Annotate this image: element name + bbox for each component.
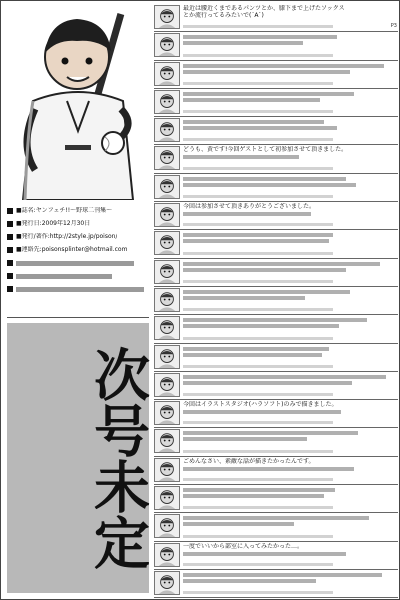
comment-body	[183, 118, 397, 136]
comment-item	[154, 287, 398, 315]
comment-item	[154, 513, 398, 541]
comment-text: とか流行ってるみたいで(´A`)	[183, 12, 264, 19]
comment-footer	[183, 108, 397, 115]
colophon-line	[7, 270, 149, 282]
author-avatar	[154, 231, 180, 255]
illegible-text-bar	[183, 450, 333, 453]
author-avatar	[154, 260, 180, 284]
author-avatar	[154, 33, 180, 57]
comment-item	[154, 315, 398, 343]
comment-item	[154, 428, 398, 456]
comment-footer	[183, 52, 397, 59]
author-avatar-icon	[155, 289, 179, 311]
author-avatar	[154, 543, 180, 567]
divider	[7, 317, 149, 318]
illegible-text-bar	[183, 393, 333, 396]
comment-body	[183, 486, 397, 504]
illegible-text-bar	[183, 280, 333, 283]
author-avatar-icon	[155, 232, 179, 254]
comment-body	[183, 5, 397, 23]
author-avatar-icon	[155, 402, 179, 424]
author-avatar-icon	[155, 261, 179, 283]
comment-footer	[183, 504, 397, 511]
comment-body	[183, 231, 397, 249]
illegible-text-bar	[183, 488, 335, 492]
comment-body	[183, 33, 397, 51]
illegible-text-bar	[16, 274, 112, 279]
comment-item	[154, 89, 398, 117]
comment-item	[154, 259, 398, 287]
comment-footer	[183, 278, 397, 285]
comment-body	[183, 146, 397, 164]
author-avatar	[154, 5, 180, 29]
illegible-text-bar	[183, 579, 316, 583]
illegible-text-bar	[183, 516, 369, 520]
illegible-text-bar	[183, 410, 341, 414]
comment-footer	[183, 23, 397, 30]
comment-body	[183, 62, 397, 80]
comment-item	[154, 457, 398, 485]
illegible-text-bar	[16, 261, 134, 266]
author-avatar-icon	[155, 544, 179, 566]
colophon-text: ■発行日:2009年12月30日	[16, 220, 91, 227]
illegible-text-bar	[183, 155, 299, 159]
author-avatar	[154, 571, 180, 595]
illegible-text-bar	[183, 478, 333, 481]
author-avatar-icon	[155, 147, 179, 169]
author-avatar-icon	[155, 176, 179, 198]
colophon-text: ■誌名:ヤンフェチ!!〜野球二刊集〜	[16, 207, 113, 214]
bullet-icon	[7, 286, 13, 292]
illegible-text-bar	[183, 70, 350, 74]
illegible-text-bar	[183, 337, 333, 340]
illegible-text-bar	[183, 375, 386, 379]
comment-text: ごめんなさい、素敵な話が描きたかったんです。	[183, 457, 315, 465]
author-avatar	[154, 373, 180, 397]
colophon-text: ■連絡先:poisonsplinter@hotmail.com	[16, 246, 128, 253]
comment-item	[154, 570, 398, 598]
illegible-text-bar	[183, 365, 333, 368]
illegible-text-bar	[183, 167, 333, 170]
illegible-text-bar	[183, 535, 333, 538]
comment-footer	[183, 193, 397, 200]
comment-body	[183, 175, 397, 193]
illegible-text-bar	[183, 467, 354, 471]
colophon-line	[7, 257, 149, 269]
comment-text: 今回はイラストスタジオ(ハラソフト)のみで描きました。	[183, 401, 338, 409]
illegible-text-bar	[183, 591, 333, 594]
author-avatar	[154, 288, 180, 312]
comment-item	[154, 32, 398, 60]
comment-body	[183, 345, 397, 363]
comment-footer	[183, 136, 397, 143]
author-avatar-icon	[155, 204, 179, 226]
comment-footer	[183, 335, 397, 342]
illegible-text-bar	[183, 183, 356, 187]
colophon-line	[7, 218, 149, 230]
comment-body	[183, 571, 397, 589]
author-avatar-icon	[155, 346, 179, 368]
illegible-text-bar	[183, 177, 346, 181]
illegible-text-bar	[183, 195, 333, 198]
comment-footer	[183, 589, 397, 596]
comment-footer	[183, 391, 397, 398]
illegible-text-bar	[183, 64, 384, 68]
left-column	[5, 5, 151, 595]
author-avatar-icon	[155, 487, 179, 509]
comment-text: 最近は腰近くまであるパンツとか、膝下まで上げたソックス	[183, 5, 345, 12]
baseball-player-illustration	[5, 5, 151, 200]
illegible-text-bar	[183, 563, 333, 566]
bullet-icon	[7, 260, 13, 266]
colophon-text: ■発行/著作:http://2style.jp/poison/	[16, 233, 118, 240]
comment-footer	[183, 80, 397, 87]
author-avatar	[154, 90, 180, 114]
comment-item	[154, 4, 398, 32]
author-avatar	[154, 203, 180, 227]
comment-text: 一度でいいから部室に入ってみたかった…。	[183, 542, 304, 550]
comment-text: どうも、黄です!今回ゲストとして初参加させて頂きました。	[183, 146, 348, 154]
illegible-text-bar	[183, 110, 333, 113]
illegible-text-bar	[16, 287, 144, 292]
comment-body	[183, 260, 397, 278]
comment-body	[183, 543, 397, 561]
comment-item	[154, 542, 398, 570]
comment-body	[183, 316, 397, 334]
author-avatar	[154, 175, 180, 199]
page-number: P3	[390, 23, 397, 30]
illegible-text-bar	[183, 233, 333, 237]
author-avatar	[154, 514, 180, 538]
illegible-text-bar	[183, 431, 358, 435]
author-avatar	[154, 429, 180, 453]
illegible-text-bar	[183, 522, 294, 526]
bullet-icon	[7, 221, 13, 227]
author-avatar	[154, 62, 180, 86]
comment-body	[183, 401, 397, 419]
bullet-icon	[7, 247, 13, 253]
illegible-text-bar	[183, 318, 367, 322]
illegible-text-bar	[183, 92, 354, 96]
author-avatar-icon	[155, 34, 179, 56]
illegible-text-bar	[183, 573, 382, 577]
comment-item	[154, 174, 398, 202]
comment-item	[154, 230, 398, 258]
illegible-text-bar	[183, 381, 352, 385]
illegible-text-bar	[183, 290, 350, 294]
illegible-text-bar	[183, 494, 324, 498]
author-avatar-icon	[155, 374, 179, 396]
author-avatar-icon	[155, 572, 179, 594]
comment-footer	[183, 363, 397, 370]
author-comments	[154, 4, 398, 598]
illegible-text-bar	[183, 347, 329, 351]
baseball-player-icon	[5, 5, 151, 200]
illegible-text-bar	[183, 353, 322, 357]
illegible-text-bar	[183, 98, 320, 102]
bullet-icon	[7, 234, 13, 240]
author-avatar	[154, 146, 180, 170]
comment-item	[154, 202, 398, 230]
author-avatar-icon	[155, 515, 179, 537]
next-issue-title: 次号未定	[85, 346, 151, 570]
illegible-text-bar	[183, 25, 333, 28]
illegible-text-bar	[183, 239, 329, 243]
illegible-text-bar	[183, 54, 333, 57]
author-avatar-icon	[155, 430, 179, 452]
author-avatar-icon	[155, 459, 179, 481]
author-avatar-icon	[155, 6, 179, 28]
illegible-text-bar	[183, 437, 307, 441]
comment-item	[154, 145, 398, 173]
comment-body	[183, 429, 397, 447]
illegible-text-bar	[183, 82, 333, 85]
comment-body	[183, 514, 397, 532]
comment-footer	[183, 533, 397, 540]
comment-body	[183, 203, 397, 221]
next-issue-box	[7, 323, 149, 593]
comment-item	[154, 61, 398, 89]
illegible-text-bar	[183, 35, 337, 39]
comment-item	[154, 400, 398, 428]
colophon-line	[7, 244, 149, 256]
bullet-icon	[7, 273, 13, 279]
comment-item	[154, 117, 398, 145]
comment-footer	[183, 165, 397, 172]
author-avatar	[154, 458, 180, 482]
illegible-text-bar	[183, 138, 333, 141]
comment-footer	[183, 306, 397, 313]
author-avatar-icon	[155, 91, 179, 113]
illegible-text-bar	[183, 262, 380, 266]
illegible-text-bar	[183, 552, 346, 556]
comment-body	[183, 90, 397, 108]
comment-body	[183, 373, 397, 391]
comment-item	[154, 344, 398, 372]
comment-body	[183, 458, 397, 476]
illegible-text-bar	[183, 506, 333, 509]
bullet-icon	[7, 208, 13, 214]
comment-body	[183, 288, 397, 306]
illegible-text-bar	[183, 252, 333, 255]
author-avatar	[154, 345, 180, 369]
illegible-text-bar	[183, 421, 333, 424]
comment-footer	[183, 561, 397, 568]
author-avatar-icon	[155, 63, 179, 85]
comment-text: 今回は参加させて頂きありがとうございました。	[183, 203, 316, 211]
author-avatar-icon	[155, 317, 179, 339]
illegible-text-bar	[183, 41, 303, 45]
author-avatar	[154, 316, 180, 340]
comment-footer	[183, 476, 397, 483]
illegible-text-bar	[183, 296, 305, 300]
illegible-text-bar	[183, 212, 311, 216]
author-avatar	[154, 401, 180, 425]
colophon	[7, 205, 149, 313]
author-avatar	[154, 486, 180, 510]
comment-item	[154, 485, 398, 513]
author-avatar-icon	[155, 119, 179, 141]
colophon-line	[7, 205, 149, 217]
comment-footer	[183, 419, 397, 426]
colophon-line	[7, 283, 149, 295]
colophon-line	[7, 231, 149, 243]
comment-footer	[183, 448, 397, 455]
comment-footer	[183, 221, 397, 228]
comment-footer	[183, 250, 397, 257]
illegible-text-bar	[183, 126, 337, 130]
illegible-text-bar	[183, 324, 339, 328]
illegible-text-bar	[183, 223, 333, 226]
illegible-text-bar	[183, 308, 333, 311]
illegible-text-bar	[183, 120, 324, 124]
comment-item	[154, 372, 398, 400]
author-avatar	[154, 118, 180, 142]
illegible-text-bar	[183, 268, 346, 272]
